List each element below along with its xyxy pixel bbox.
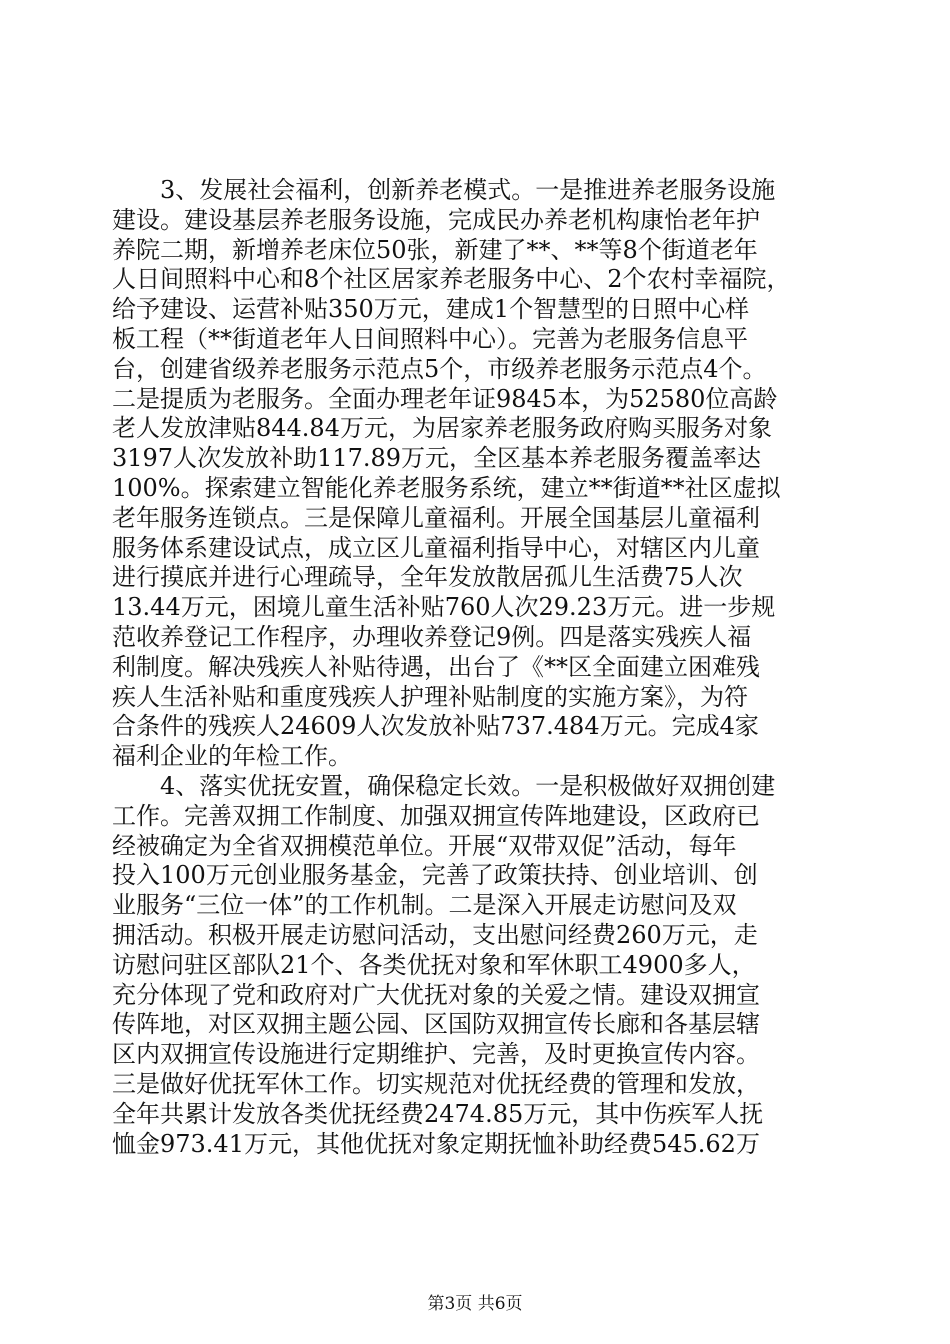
text-line: 三是做好优抚军休工作。切实规范对优抚经费的管理和发放，: [112, 1069, 760, 1098]
text-line: 全年共累计发放各类优抚经费2474.85万元，其中伤疾军人抚: [112, 1099, 764, 1128]
text-line: 100%。探索建立智能化养老服务系统，建立**街道**社区虚拟: [112, 473, 781, 502]
text-line: 范收养登记工作程序，办理收养登记9例。四是落实残疾人福: [112, 622, 752, 651]
text-line: 业服务“三位一体”的工作机制。二是深入开展走访慰问及双: [112, 891, 737, 920]
text-line: 疾人生活补贴和重度残疾人护理补贴制度的实施方案》，为符: [112, 682, 748, 711]
text-line: 利制度。解决残疾人补贴待遇，出台了《**区全面建立困难残: [112, 652, 760, 681]
text-line: 访慰问驻区部队21个、各类优抚对象和军休职工4900多人，: [112, 950, 756, 979]
text-line: 养院二期，新增养老床位50张，新建了**、**等8个街道老年: [112, 235, 758, 264]
text-line: 13.44万元，困境儿童生活补贴760人次29.23万元。进一步规: [112, 593, 776, 622]
text-line: 合条件的残疾人24609人次发放补贴737.484万元。完成4家: [112, 712, 759, 741]
text-line: 4、落实优抚安置，确保稳定长效。一是积极做好双拥创建: [112, 771, 776, 800]
text-line: 板工程（**街道老年人日间照料中心）。完善为老服务信息平: [112, 324, 748, 353]
text-line: 老人发放津贴844.84万元，为居家养老服务政府购买服务对象: [112, 414, 772, 443]
text-line: 二是提质为老服务。全面办理老年证9845本，为52580位高龄: [112, 384, 778, 413]
text-line: 服务体系建设试点，成立区儿童福利指导中心，对辖区内儿童: [112, 533, 760, 562]
text-line: 人日间照料中心和8个社区居家养老服务中心、2个农村幸福院，: [112, 265, 791, 294]
text-line: 传阵地，对区双拥主题公园、区国防双拥宣传长廊和各基层辖: [112, 1010, 760, 1039]
text-line: 福利企业的年检工作。: [112, 742, 352, 771]
text-line: 投入100万元创业服务基金，完善了政策扶持、创业培训、创: [112, 861, 758, 890]
text-line: 建设。建设基层养老服务设施，完成民办养老机构康怡老年护: [112, 205, 760, 234]
text-line: 给予建设、运营补贴350万元，建成1个智慧型的日照中心样: [112, 295, 750, 324]
text-line: 工作。完善双拥工作制度、加强双拥宣传阵地建设，区政府已: [112, 801, 760, 830]
text-line: 老年服务连锁点。三是保障儿童福利。开展全国基层儿童福利: [112, 503, 760, 532]
text-line: 经被确定为全省双拥模范单位。开展“双带双促”活动，每年: [112, 831, 737, 860]
text-line: 进行摸底并进行心理疏导，全年发放散居孤儿生活费75人次: [112, 563, 743, 592]
page-footer: 第3页 共6页: [427, 1294, 523, 1314]
text-line: 3、发展社会福利，创新养老模式。一是推进养老服务设施: [112, 176, 776, 204]
text-line: 恤金973.41万元，其他优抚对象定期抚恤补助经费545.62万: [112, 1129, 760, 1158]
text-line: 充分体现了党和政府对广大优抚对象的关爱之情。建设双拥宣: [112, 980, 760, 1009]
text-line: 3197人次发放补助117.89万元，全区基本养老服务覆盖率达: [112, 444, 762, 473]
text-line: 拥活动。积极开展走访慰问活动，支出慰问经费260万元，走: [112, 920, 758, 949]
text-line: 台，创建省级养老服务示范点5个，市级养老服务示范点4个。: [112, 354, 767, 383]
text-line: 区内双拥宣传设施进行定期维护、完善，及时更换宣传内容。: [112, 1040, 760, 1069]
body-text: [112, 176, 852, 1159]
